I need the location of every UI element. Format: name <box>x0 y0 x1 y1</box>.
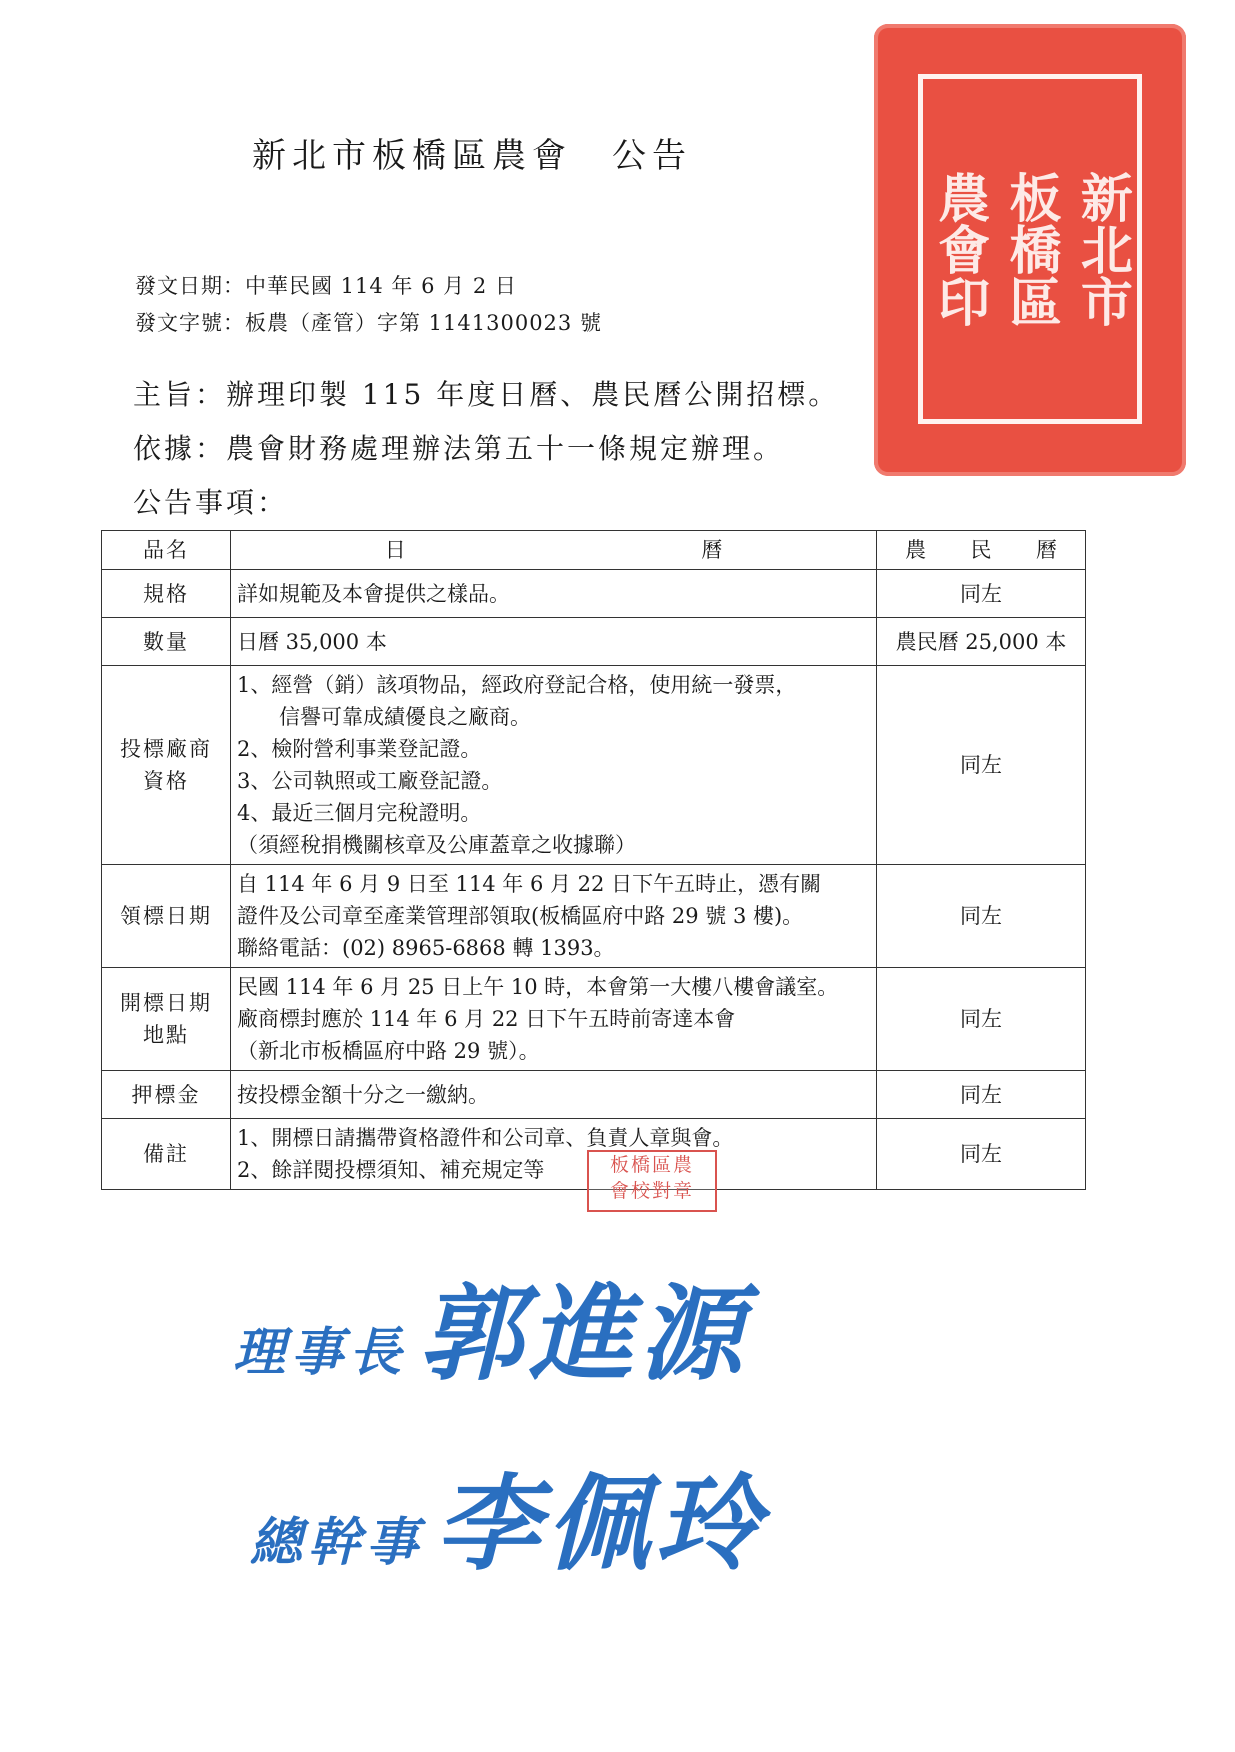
row-label: 備註 <box>102 1119 231 1190</box>
row-side: 農民曆 25,000 本 <box>877 618 1086 666</box>
row-main: 1、開標日請攜帶資格證件和公司章、負責人章與會。 2、餘詳閱投標須知、補充規定等 <box>231 1119 877 1190</box>
proofreading-seal: 板橋區農 會校對章 <box>587 1150 717 1212</box>
header-almanac: 農 民 曆 <box>877 531 1086 570</box>
row-main: 日曆 35,000 本 <box>231 618 877 666</box>
row-side: 同左 <box>877 666 1086 865</box>
row-side: 同左 <box>877 1119 1086 1190</box>
row-side: 同左 <box>877 968 1086 1071</box>
seal-text: 農會印 <box>928 171 990 327</box>
row-main: 民國 114 年 6 月 25 日上午 10 時，本會第一大樓八樓會議室。 廠商標封應於 114 年 6 月 22 日下午五時前寄達本會 （新北市板橋區府中路 29 號）。 <box>231 968 877 1071</box>
general-manager-name: 李佩玲 <box>435 1462 766 1585</box>
subject-line: 主旨：辦理印製 115 年度日曆、農民曆公開招標。 <box>133 378 840 411</box>
row-side: 同左 <box>877 1071 1086 1119</box>
general-manager-signature-stamp <box>250 1440 766 1590</box>
table-row-spec <box>102 570 1086 618</box>
table-row-qualification <box>102 666 1086 865</box>
row-side: 同左 <box>877 865 1086 968</box>
issue-date: 發文日期：中華民國 114 年 6 月 2 日 <box>135 274 517 298</box>
row-label: 投標廠商 資格 <box>102 666 231 865</box>
row-label: 領標日期 <box>102 865 231 968</box>
row-label: 開標日期 地點 <box>102 968 231 1071</box>
chairman-name: 郭進源 <box>418 1272 749 1395</box>
table-header-row <box>102 531 1086 570</box>
header-label: 品名 <box>102 531 231 570</box>
official-seal <box>874 24 1186 476</box>
header-calendar: 日 曆 <box>231 531 877 570</box>
table-row-opening <box>102 968 1086 1071</box>
row-label: 押標金 <box>102 1071 231 1119</box>
document-title: 新北市板橋區農會 公告 <box>252 136 692 176</box>
row-main: 自 114 年 6 月 9 日至 114 年 6 月 22 日下午五時止，憑有關 證件及公司章至產業管理部領取(板橋區府中路 29 號 3 樓)。 聯絡電話：(02) 8965-6868 轉 1393。 <box>231 865 877 968</box>
row-main: 詳如規範及本會提供之樣品。 <box>231 570 877 618</box>
row-label: 數量 <box>102 618 231 666</box>
seal-text: 板橋區 <box>999 171 1061 327</box>
row-main: 1、經營（銷）該項物品，經政府登記合格，使用統一發票， 信譽可靠成績優良之廠商。 2、檢附營利事業登記證。 3、公司執照或工廠登記證。 4、最近三個月完稅證明。 （須經稅捐機關核章及公庫蓋章之收據聯） <box>231 666 877 865</box>
issue-reference: 發文字號：板農（產管）字第 1141300023 號 <box>135 311 602 335</box>
chairman-signature-stamp <box>233 1250 749 1400</box>
seal-text: 新北市 <box>1071 171 1133 327</box>
row-side: 同左 <box>877 570 1086 618</box>
table-row-pickup <box>102 865 1086 968</box>
bid-table <box>101 530 1086 1190</box>
general-manager-role: 總幹事 <box>250 1512 425 1573</box>
basis-line: 依據：農會財務處理辦法第五十一條規定辦理。 <box>133 432 785 465</box>
table-row-deposit <box>102 1071 1086 1119</box>
table-row-quantity <box>102 618 1086 666</box>
chairman-role: 理事長 <box>233 1322 408 1383</box>
notice-heading: 公告事項： <box>133 486 289 519</box>
row-label: 規格 <box>102 570 231 618</box>
row-main: 按投標金額十分之一繳納。 <box>231 1071 877 1119</box>
